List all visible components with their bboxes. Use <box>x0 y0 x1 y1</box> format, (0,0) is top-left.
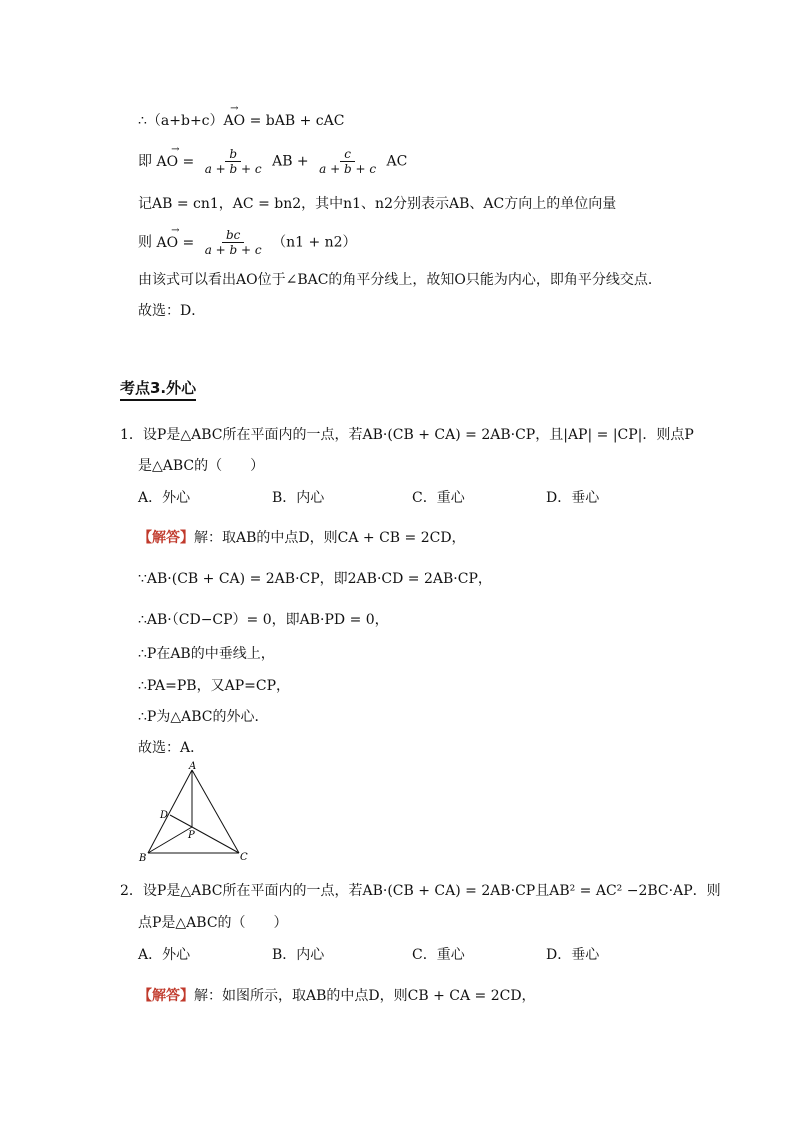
q1-solution-1: 【解答】解：取AB的中点D，则CA + CB = 2CD， <box>138 530 466 546</box>
prev-line-6: 故选：D． <box>138 303 206 319</box>
label-a: A <box>189 761 197 772</box>
q1-solution-4: ∴P在AB的中垂线上， <box>138 646 275 662</box>
fraction-c: $\frac{c}{a + b + c}$ <box>319 147 377 176</box>
q2-number: 2． <box>120 883 143 899</box>
answer-tag: 【解答】 <box>138 530 194 546</box>
prev-line-5: 由该式可以看出AO位于∠BAC的角平分线上，故知O只能为内心，即角平分线交点． <box>138 272 662 288</box>
q1-option-a[interactable]: A．外心 <box>138 490 191 506</box>
prev-line-1: ∴（a+b+c）→ AO = bAB + cAC <box>138 112 344 130</box>
q1-option-d[interactable]: D．垂心 <box>546 490 600 506</box>
q2-option-b[interactable]: B．内心 <box>272 947 325 963</box>
q1-stem-line-1: 1．设P是△ABC所在平面内的一点，若AB·(CB + CA) = 2AB·CP，且|AP| = |CP|．则点P <box>120 427 694 443</box>
prev-line-4: 则 → AO = $\frac{bc}{a + b + c}$ （n1 + n2） <box>138 228 357 257</box>
label-b: B <box>139 853 147 864</box>
q1-solution-6: ∴P为△ABC的外心． <box>138 709 269 725</box>
triangle-figure <box>136 760 254 866</box>
section-title: 考点3.外心 <box>120 377 196 401</box>
fraction-bc: $\frac{bc}{a + b + c}$ <box>204 228 262 257</box>
label-d: D <box>160 810 169 821</box>
q1-solution-2: ∵AB·(CB + CA) = 2AB·CP，即2AB·CD = 2AB·CP， <box>138 571 492 587</box>
q2-solution-1: 【解答】解：如图所示，取AB的中点D，则CB + CA = 2CD， <box>138 988 536 1004</box>
q1-option-c[interactable]: C．重心 <box>412 490 465 506</box>
label-p: P <box>188 830 195 841</box>
q1-solution-7: 故选：A． <box>138 740 205 756</box>
q1-stem-line-2: 是△ABC的（ ） <box>138 458 265 474</box>
label-c: C <box>240 852 248 863</box>
prev-line-2: 即 → AO = $\frac{b}{a + b + c}$ AB + $\frac{c}{a + b + c}$ AC <box>138 147 407 176</box>
q1-solution-5: ∴PA=PB，又AP=CP， <box>138 678 290 694</box>
fraction-b: $\frac{b}{a + b + c}$ <box>204 147 262 176</box>
q2-option-c[interactable]: C．重心 <box>412 947 465 963</box>
answer-tag: 【解答】 <box>138 988 194 1004</box>
segment-dp <box>170 815 192 827</box>
prev-line-3: 记AB = cn1，AC = bn2，其中n1、n2分别表示AB、AC方向上的单位向量 <box>138 196 617 212</box>
q1-number: 1． <box>120 427 143 443</box>
q2-stem-line-2: 点P是△ABC的（ ） <box>138 915 288 931</box>
q2-option-d[interactable]: D．垂心 <box>546 947 600 963</box>
q2-option-a[interactable]: A．外心 <box>138 947 191 963</box>
q2-stem-line-1: 2．设P是△ABC所在平面内的一点，若AB·(CB + CA) = 2AB·CP且AB² = AC² −2BC·AP．则 <box>120 883 721 899</box>
q1-option-b[interactable]: B．内心 <box>272 490 325 506</box>
q1-solution-3: ∴AB·（CD−CP）= 0，即AB·PD = 0， <box>138 612 389 628</box>
